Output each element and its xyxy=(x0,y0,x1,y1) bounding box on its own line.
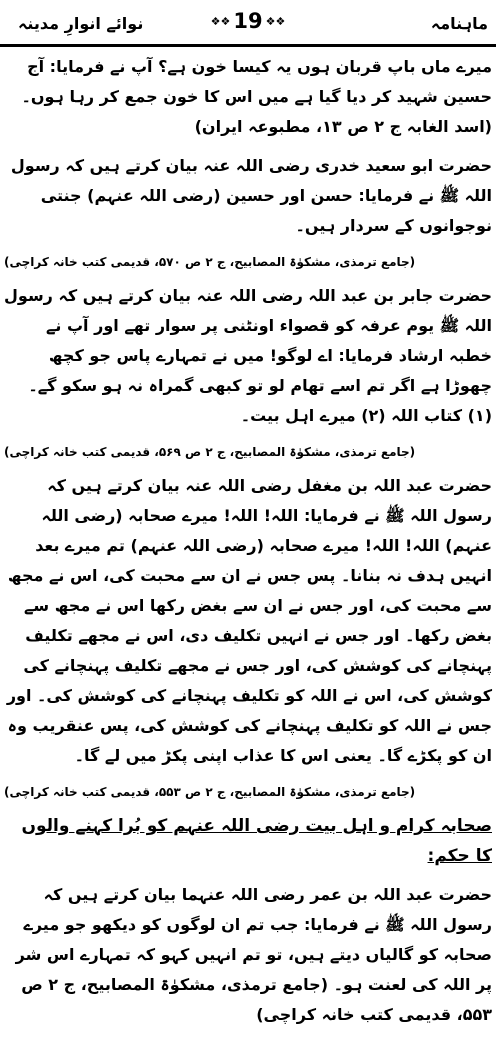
article-body xyxy=(4,52,492,1039)
reference-4: (جامع ترمذی، مشکوٰۃ المصابیح، ج ۲ ص ۵۵۳، قدیمی کتب خانہ کراچی) xyxy=(4,785,416,799)
page-number: 19 xyxy=(233,9,263,33)
page-number-badge xyxy=(208,4,288,38)
header-rule xyxy=(0,44,496,47)
paragraph-2: حضرت ابو سعید خدری رضی اللہ عنہ بیان کرتے ہیں کہ رسول اللہ ﷺ نے فرمایا: حسن اور حسین (رضی اللہ عنہم) جنتی نوجوانوں کے سردار ہیں۔ xyxy=(10,156,492,235)
ornament-left-icon: ❖❖ xyxy=(210,14,231,28)
section-heading: صحابہ کرام و اہل بیت رضی اللہ عنہم کو بُرا کہنے والوں کا حکم: xyxy=(21,816,492,866)
reference-3: (جامع ترمذی، مشکوٰۃ المصابیح، ج ۲ ص ۵۶۹، قدیمی کتب خانہ کراچی) xyxy=(4,445,416,459)
paragraph-5: حضرت عبد اللہ بن عمر رضی اللہ عنہما بیان کرتے ہیں کہ رسول اللہ ﷺ نے فرمایا: جب تم ان لوگوں کو دیکھو جو میرے صحابہ کو گالیاں دیتے ہیں، تو تم انہیں کہو کہ تمہارے اس شر پر اللہ کی لعنت ہو۔ (جامع ترمذی، مشکوٰۃ المصابیح، ج ۲ ص ۵۵۳، قدیمی کتب خانہ کراچی) xyxy=(15,885,492,1024)
paragraph-1: میرے ماں باپ قربان ہوں یہ کیسا خون ہے؟ آپ نے فرمایا: آج حسین شہید کر دیا گیا ہے میں اس کا خون جمع کر رہا ہوں۔ (اسد الغابہ ج ۲ ص ۱۳، مطبوعہ ایران) xyxy=(21,57,492,136)
reference-2: (جامع ترمذی، مشکوٰۃ المصابیح، ج ۲ ص ۵۷۰، قدیمی کتب خانہ کراچی) xyxy=(4,255,416,269)
page-header xyxy=(0,0,496,44)
magazine-label: ماہنامہ xyxy=(430,14,488,33)
magazine-title: نوائے انوارِ مدینہ xyxy=(18,14,144,33)
paragraph-3: حضرت جابر بن عبد اللہ رضی اللہ عنہ بیان کرتے ہیں کہ رسول اللہ ﷺ یوم عرفہ کو قصواء اونٹنی پر سوار تھے اور آپ نے خطبہ ارشاد فرمایا: اے لوگو! میں نے تمہارے پاس جو کچھ چھوڑا ہے اگر تم اسے تھام لو تو کبھی گمراہ نہ ہو سکو گے۔ (۱) کتاب اللہ (۲) میرے اہل بیت۔ xyxy=(4,286,492,425)
ornament-right-icon: ❖❖ xyxy=(265,14,286,28)
paragraph-4: حضرت عبد اللہ بن مغفل رضی اللہ عنہ بیان کرتے ہیں کہ رسول اللہ ﷺ نے فرمایا: اللہ! اللہ! میرے صحابہ (رضی اللہ عنہم) اللہ! اللہ! میرے صحابہ (رضی اللہ عنہم) تم میرے بعد انہیں ہدف نہ بنانا۔ پس جس نے ان سے محبت کی، اس نے مجھ سے محبت کی، اور جس نے ان سے بغض رکھا اس نے مجھ سے بغض رکھا۔ اور جس نے انہیں تکلیف دی، اس نے مجھے تکلیف پہنچانے کی کوشش کی، اور جس نے مجھے تکلیف پہنچانے کی کوشش کی، اس نے اللہ کو تکلیف پہنچانے کی کوشش کی۔ اور جس نے اللہ کو تکلیف پہنچانے کی کوشش کی، پس عنقریب وہ ان کو پکڑے گا۔ یعنی اس کا عذاب اپنی پکڑ میں لے گا۔ xyxy=(6,476,492,765)
